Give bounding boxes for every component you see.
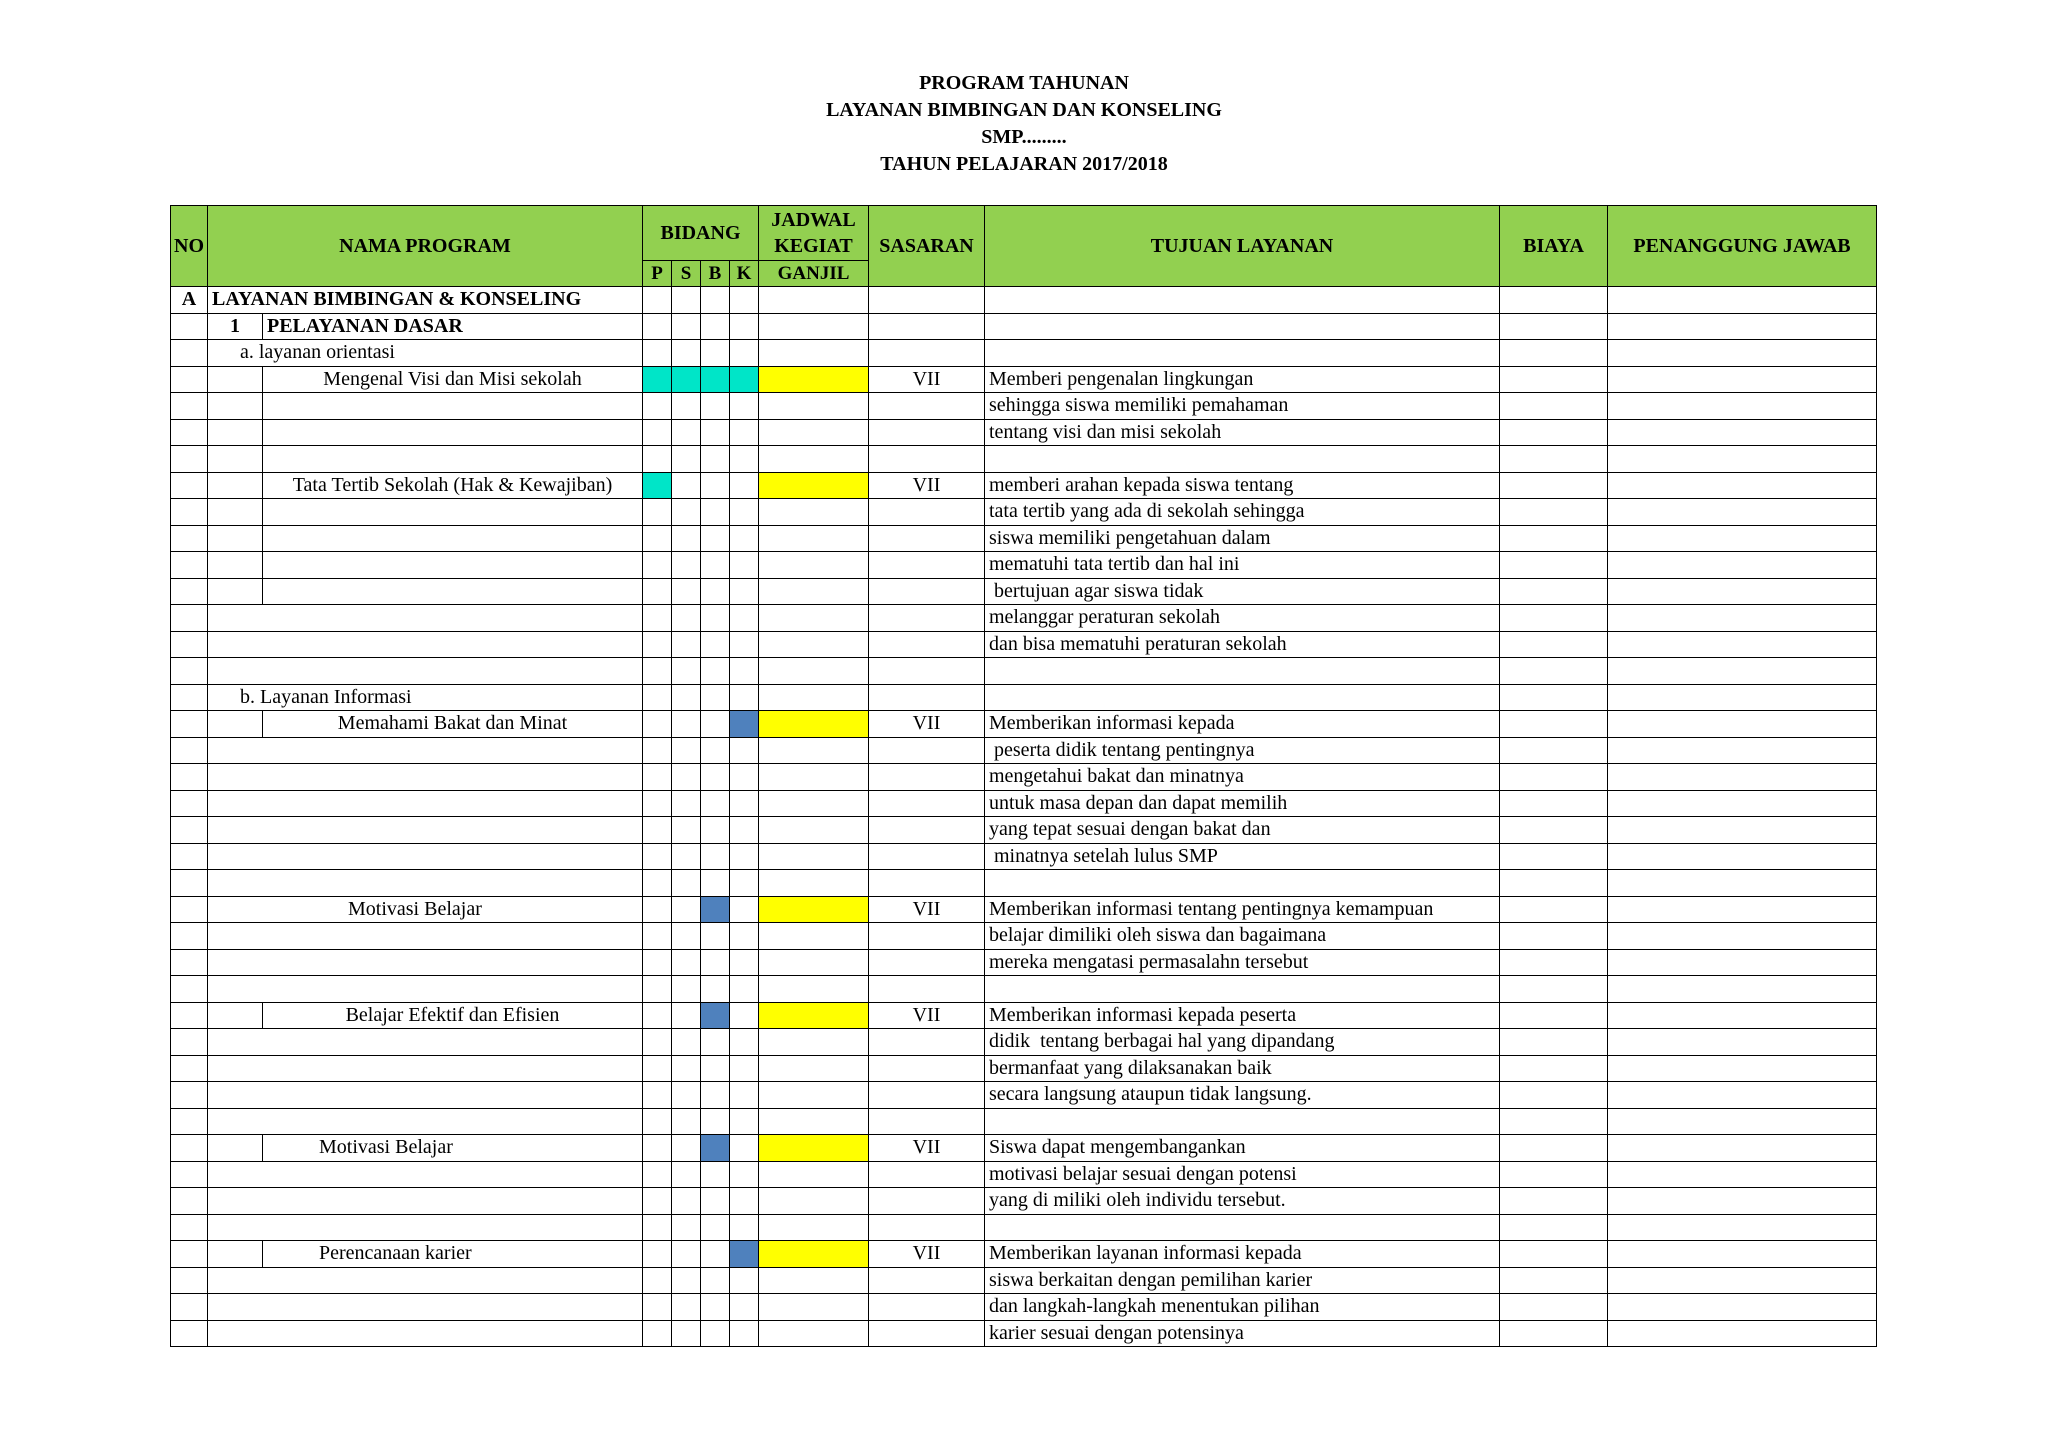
sasaran-value: VII [869,472,985,499]
table-row [171,605,1877,632]
bidang-b-mark [701,366,730,393]
table-row [171,1055,1877,1082]
tujuan-text: memberi arahan kepada siswa tentang [985,472,1500,499]
tujuan-text: mematuhi tata tertib dan hal ini [985,552,1500,579]
sasaran-value: VII [869,1241,985,1268]
table-row [171,313,1877,340]
table-row [171,949,1877,976]
bidang-s-mark [672,366,701,393]
header-bidang-k: K [730,261,759,287]
table-row [171,525,1877,552]
header-biaya: BIAYA [1500,206,1608,287]
table-row [171,1294,1877,1321]
sasaran-value: VII [869,711,985,738]
tujuan-text: melanggar peraturan sekolah [985,605,1500,632]
header-jadwal-line1: JADWAL [771,209,856,231]
table-row [171,446,1877,473]
table-row [171,843,1877,870]
table-row [171,1029,1877,1056]
table-row [171,1188,1877,1215]
tujuan-text: siswa memiliki pengetahuan dalam [985,525,1500,552]
table-row [171,578,1877,605]
table-row [171,1161,1877,1188]
tujuan-text: Siswa dapat mengembangankan [985,1135,1500,1162]
header-bidang-s: S [672,261,701,287]
table-row [171,393,1877,420]
header-jadwal-line2: KEGIAT [774,235,853,257]
table-row [171,817,1877,844]
table-row [171,684,1877,711]
tujuan-text: yang di miliki oleh individu tersebut. [985,1188,1500,1215]
tujuan-text: secara langsung ataupun tidak langsung. [985,1082,1500,1109]
jadwal-ganjil-mark [759,896,869,923]
table-row [171,552,1877,579]
sasaran-value: VII [869,1002,985,1029]
tujuan-text: mengetahui bakat dan minatnya [985,764,1500,791]
section-label: LAYANAN BIMBINGAN & KONSELING [208,287,643,314]
bidang-b-mark [701,1002,730,1029]
tujuan-text: bermanfaat yang dilaksanakan baik [985,1055,1500,1082]
header-bidang-p: P [643,261,672,287]
table-row [171,419,1877,446]
table-row [171,1320,1877,1347]
tujuan-text: siswa berkaitan dengan pemilihan karier [985,1267,1500,1294]
header-penanggung-jawab: PENANGGUNG JAWAB [1608,206,1877,287]
jadwal-ganjil-mark [759,1135,869,1162]
program-name: Motivasi Belajar [263,1135,643,1162]
title-line-4: TAHUN PELAJARAN 2017/2018 [880,153,1168,175]
tujuan-text: Memberikan informasi kepada peserta [985,1002,1500,1029]
sasaran-value: VII [869,896,985,923]
table-row [171,1108,1877,1135]
tujuan-text: belajar dimiliki oleh siswa dan bagaimana [985,923,1500,950]
tujuan-text: dan bisa mematuhi peraturan sekolah [985,631,1500,658]
subsection-no: 1 [208,313,263,340]
program-table [170,205,1877,1347]
jadwal-ganjil-mark [759,711,869,738]
jadwal-ganjil-mark [759,472,869,499]
table-row [171,896,1877,923]
tujuan-text: Memberikan informasi kepada [985,711,1500,738]
tujuan-text: mereka mengatasi permasalahn tersebut [985,949,1500,976]
tujuan-text: peserta didik tentang pentingnya [985,737,1500,764]
tujuan-text: motivasi belajar sesuai dengan potensi [985,1161,1500,1188]
table-body [171,287,1877,1347]
group-a-label: a. layanan orientasi [208,340,643,367]
header-bidang-b: B [701,261,730,287]
tujuan-text: karier sesuai dengan potensinya [985,1320,1500,1347]
table-row [171,1241,1877,1268]
tujuan-text: sehingga siswa memiliki pemahaman [985,393,1500,420]
title-line-1: PROGRAM TAHUNAN [919,72,1129,94]
jadwal-ganjil-mark [759,366,869,393]
table-row [171,287,1877,314]
tujuan-text: bertujuan agar siswa tidak [985,578,1500,605]
header-jadwal-ganjil: GANJIL [759,261,869,287]
table-row [171,658,1877,685]
table-row [171,1135,1877,1162]
bidang-k-mark [730,366,759,393]
header-sasaran: SASARAN [869,206,985,287]
tujuan-text: tata tertib yang ada di sekolah sehingga [985,499,1500,526]
table-row [171,1002,1877,1029]
program-name: Motivasi Belajar [208,896,643,923]
jadwal-ganjil-mark [759,1002,869,1029]
header-bidang: BIDANG [643,206,759,261]
table-row [171,923,1877,950]
tujuan-text: tentang visi dan misi sekolah [985,419,1500,446]
bidang-p-mark [643,472,672,499]
section-no: A [171,287,208,314]
header-tujuan: TUJUAN LAYANAN [985,206,1500,287]
table-row [171,870,1877,897]
header-nama-program: NAMA PROGRAM [208,206,643,287]
tujuan-text: yang tepat sesuai dengan bakat dan [985,817,1500,844]
table-row [171,1267,1877,1294]
sasaran-value: VII [869,366,985,393]
table-row [171,499,1877,526]
subsection-label: PELAYANAN DASAR [263,313,643,340]
program-name: Mengenal Visi dan Misi sekolah [263,366,643,393]
table-row [171,1214,1877,1241]
tujuan-text: didik tentang berbagai hal yang dipandang [985,1029,1500,1056]
table-row [171,1082,1877,1109]
program-name: Tata Tertib Sekolah (Hak & Kewajiban) [263,472,643,499]
table-row [171,472,1877,499]
program-name: Belajar Efektif dan Efisien [263,1002,643,1029]
title-line-3: SMP......... [981,126,1067,148]
table-row [171,711,1877,738]
table-row [171,764,1877,791]
tujuan-text: Memberikan layanan informasi kepada [985,1241,1500,1268]
title-line-2: LAYANAN BIMBINGAN DAN KONSELING [826,99,1222,121]
bidang-b-mark [701,896,730,923]
tujuan-text: dan langkah-langkah menentukan pilihan [985,1294,1500,1321]
header-no: NO [171,206,208,287]
program-name: Memahami Bakat dan Minat [263,711,643,738]
table-row [171,631,1877,658]
sasaran-value: VII [869,1135,985,1162]
bidang-b-mark [701,1135,730,1162]
jadwal-ganjil-mark [759,1241,869,1268]
document-title [0,70,2048,178]
bidang-k-mark [730,711,759,738]
tujuan-text: untuk masa depan dan dapat memilih [985,790,1500,817]
header-jadwal [759,206,869,261]
program-name: Perencanaan karier [263,1241,643,1268]
group-b-label: b. Layanan Informasi [208,684,643,711]
tujuan-text: minatnya setelah lulus SMP [985,843,1500,870]
tujuan-text: Memberi pengenalan lingkungan [985,366,1500,393]
table-row [171,366,1877,393]
tujuan-text: Memberikan informasi tentang pentingnya kemampuan [985,896,1500,923]
bidang-p-mark [643,366,672,393]
table-row [171,340,1877,367]
table-row [171,976,1877,1003]
bidang-k-mark [730,1241,759,1268]
table-row [171,790,1877,817]
table-row [171,737,1877,764]
table-header [171,206,1877,287]
